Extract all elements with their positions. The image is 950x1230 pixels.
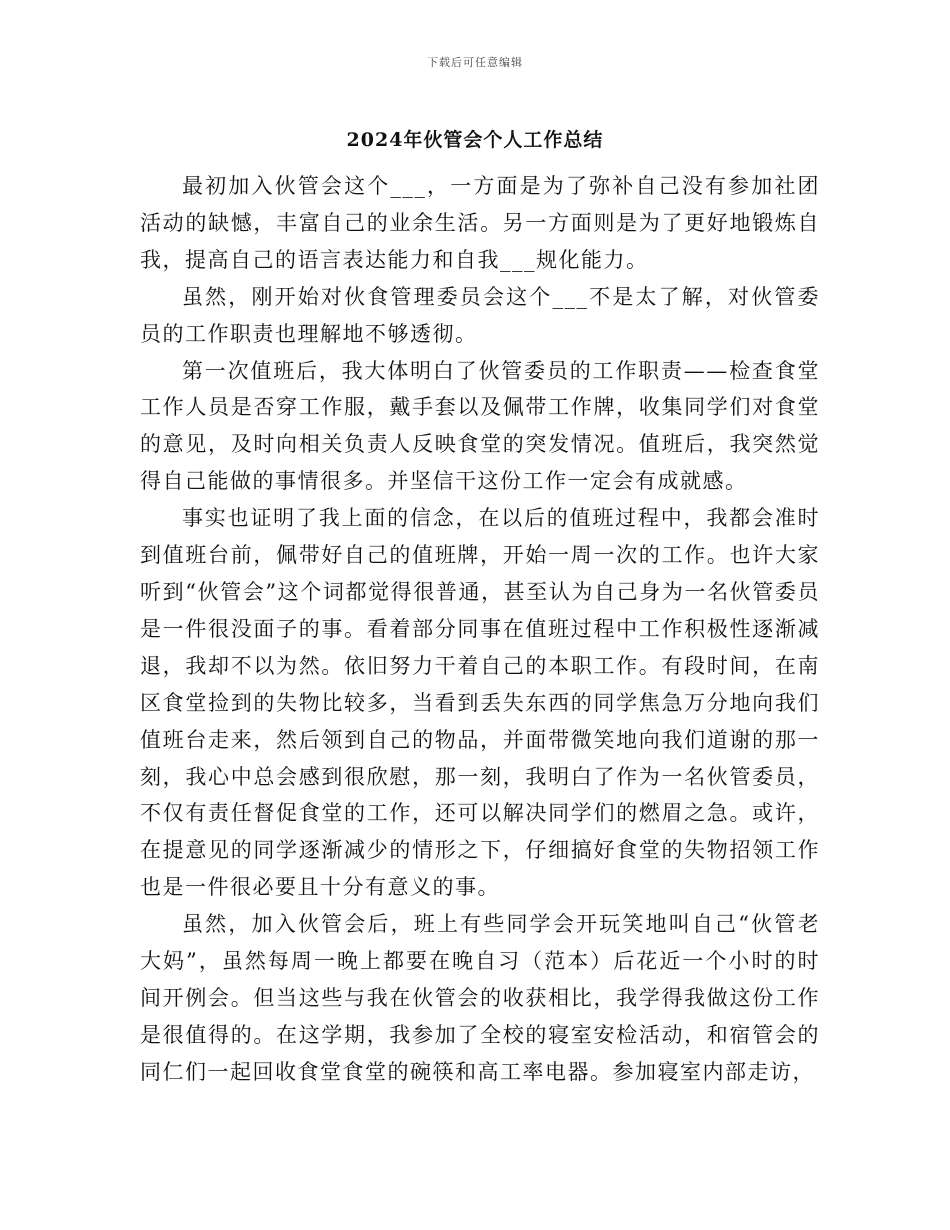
paragraph: 第一次值班后，我大体明白了伙管委员的工作职责——检查食堂工作人员是否穿工作服，戴手套以及佩带工作牌，收集同学们对食堂的意见，及时向相关负责人反映食堂的突发情况。值班后，我突然觉得自己能做的事情很多。并坚信干这份工作一定会有成就感。 [140, 358, 820, 494]
document-title: 2024年伙管会个人工作总结 [346, 129, 604, 151]
paragraph: 虽然，刚开始对伙食管理委员会这个___不是太了解，对伙管委员的工作职责也理解地不够透彻。 [140, 284, 820, 346]
document-body [140, 168, 820, 1091]
paragraph: 最初加入伙管会这个___，一方面是为了弥补自己没有参加社团活动的缺憾，丰富自己的业余生活。另一方面则是为了更好地锻炼自我，提高自己的语言表达能力和自我___规化能力。 [140, 174, 820, 272]
paragraph: 事实也证明了我上面的信念，在以后的值班过程中，我都会准时到值班台前，佩带好自己的值班牌，开始一周一次的工作。也许大家听到“伙管会”这个词都觉得很普通，甚至认为自己身为一名伙管委员是一件很没面子的事。看着部分同事在值班过程中工作积极性逐渐减退，我却不以为然。依旧努力干着自己的本职工作。有段时间，在南区食堂捡到的失物比较多，当看到丢失东西的同学焦急万分地向我们值班台走来，然后领到自己的物品，并面带微笑地向我们道谢的那一刻，我心中总会感到很欣慰，那一刻，我明白了作为一名伙管委员，不仅有责任督促食堂的工作，还可以解决同学们的燃眉之急。或许，在提意见的同学逐渐减少的情形之下，仔细搞好食堂的失物招领工作也是一件很必要且十分有意义的事。 [140, 506, 820, 900]
paragraph: 虽然，加入伙管会后，班上有些同学会开玩笑地叫自己“伙管老大妈”，虽然每周一晚上都要在晚自习（范本）后花近一个小时的时间开例会。但当这些与我在伙管会的收获相比，我学得我做这份工作是很值得的。在这学期，我参加了全校的寝室安检活动，和宿管会的同仁们一起回收食堂食堂的碗筷和高工率电器。参加寝室内部走访， [140, 912, 820, 1084]
page-header-note: 下载后可任意编辑 [427, 56, 523, 69]
